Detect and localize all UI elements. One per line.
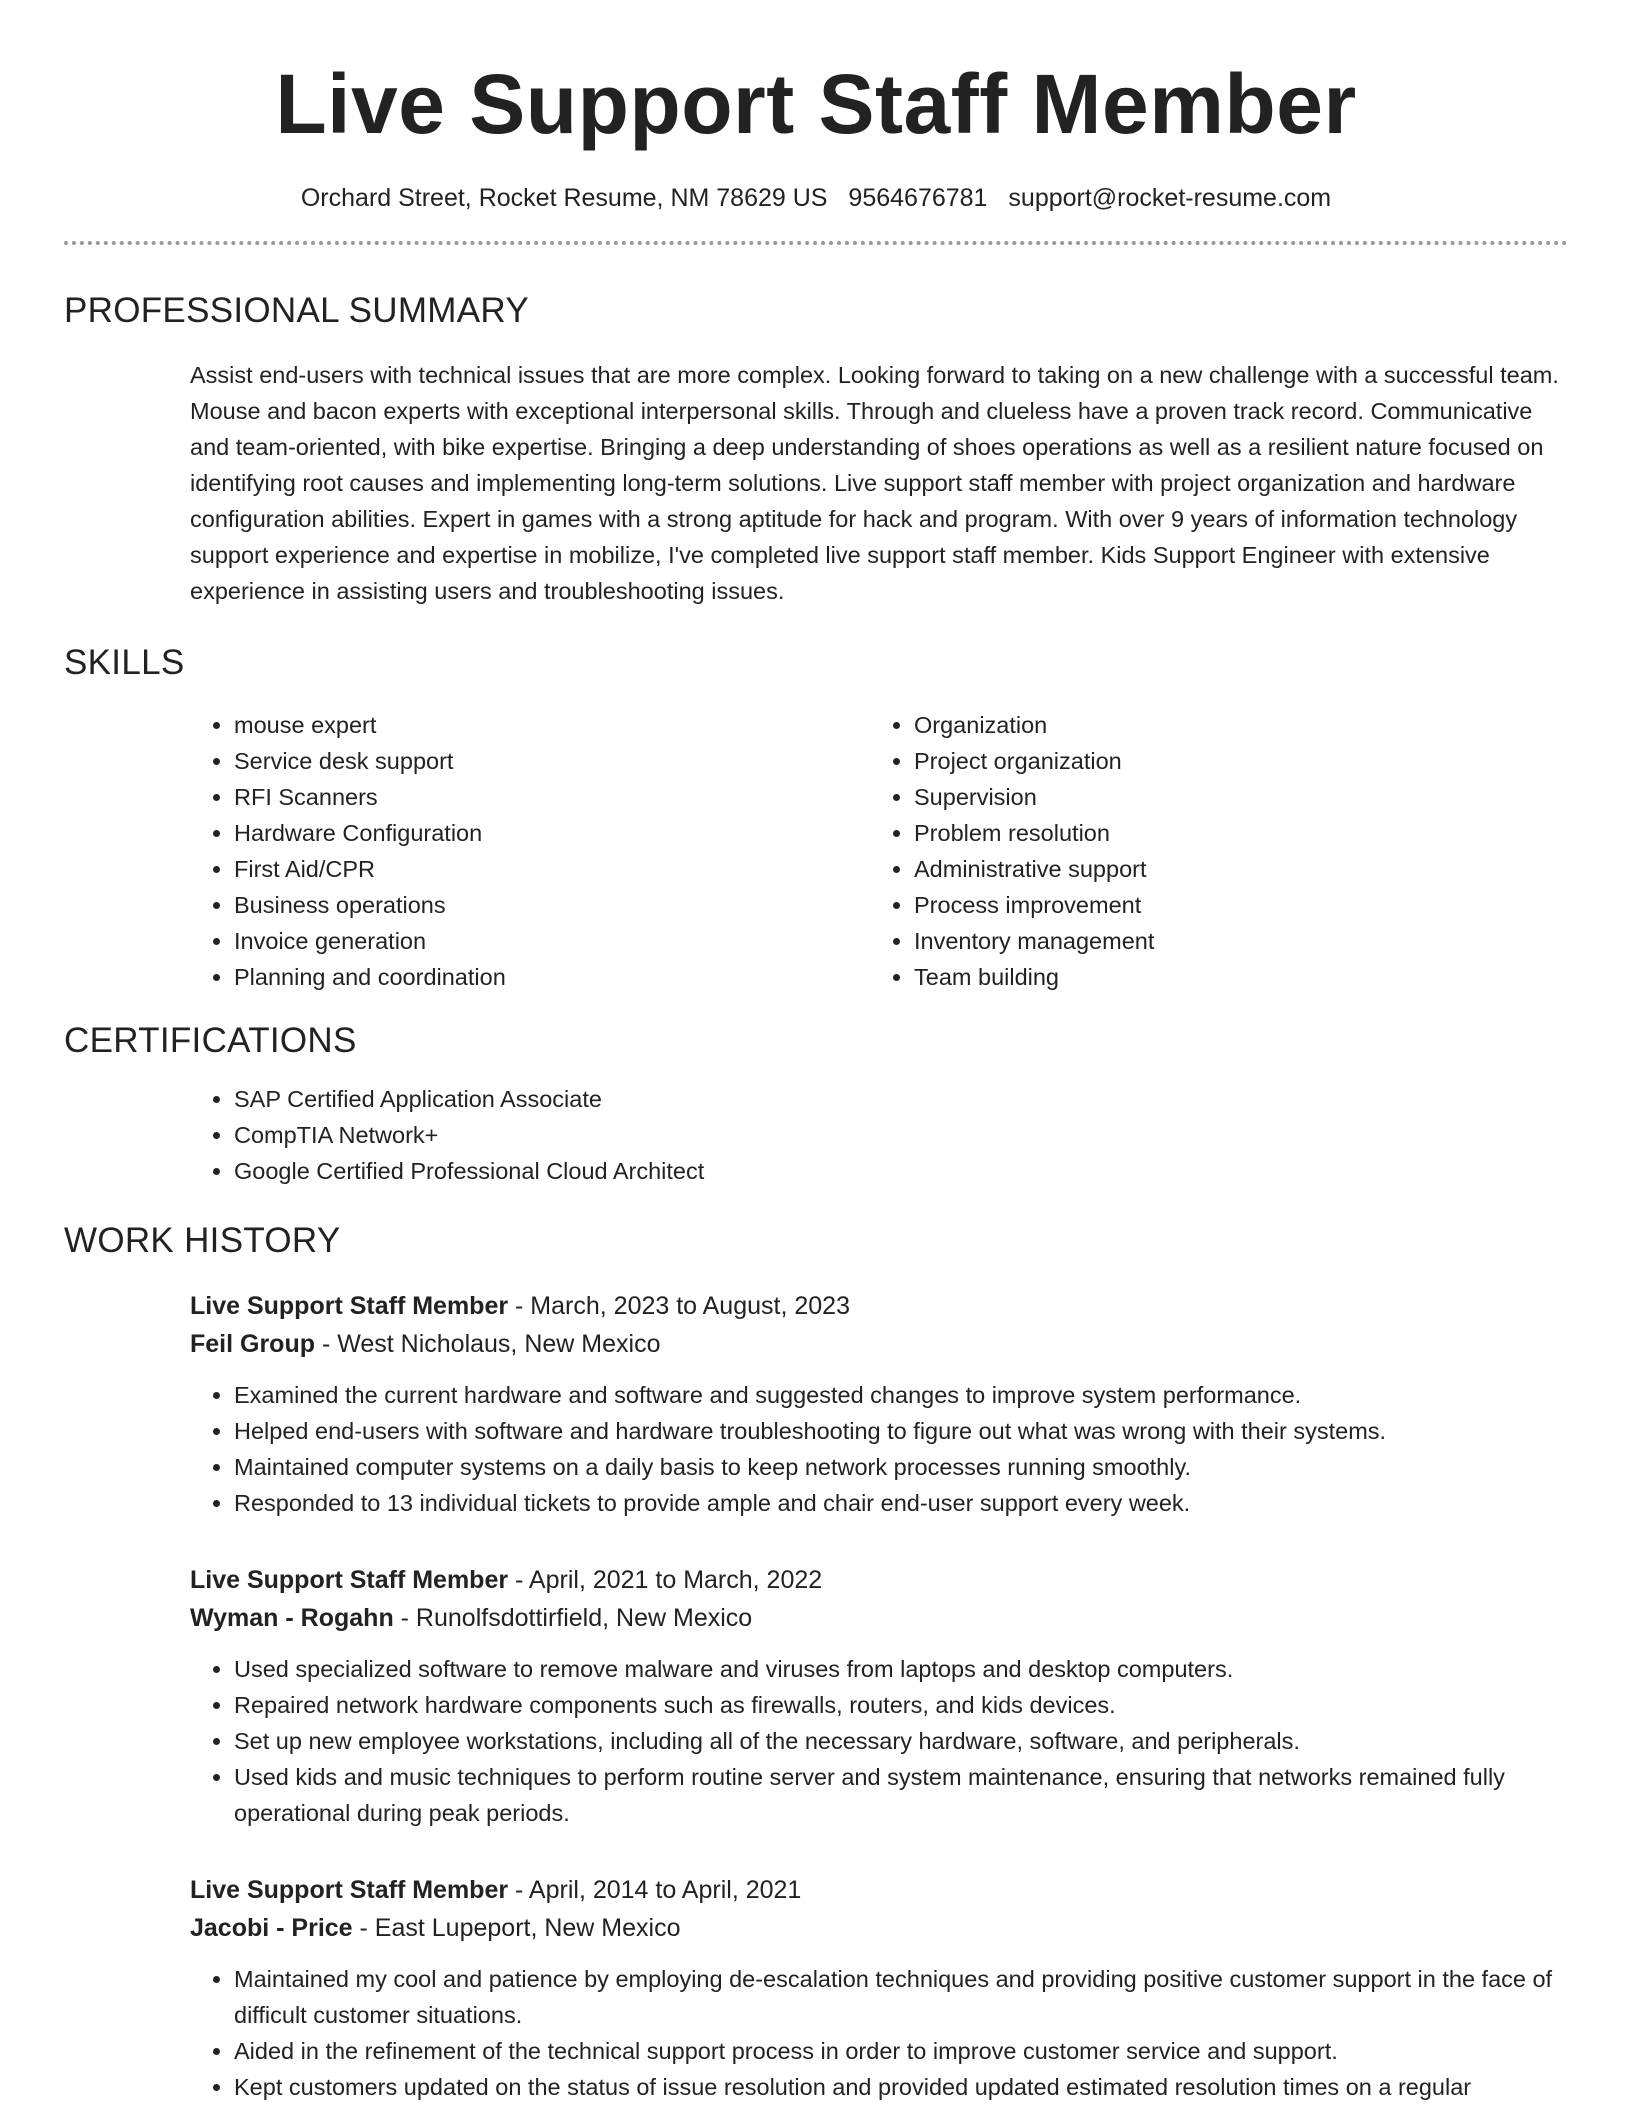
- job-dates: - March, 2023 to August, 2023: [508, 1292, 850, 1320]
- skill-item: • Team building: [914, 959, 1550, 995]
- skill-item: • mouse expert: [234, 707, 870, 743]
- skill-item: • Invoice generation: [234, 923, 870, 959]
- summary-section: [64, 291, 1568, 609]
- job-bullet: • Maintained my cool and patience by employing de-escalation techniques and providing positive customer support in the face of difficult customer situations.: [234, 1961, 1568, 2033]
- skill-item: • Project organization: [914, 743, 1550, 779]
- skill-item: • Inventory management: [914, 923, 1550, 959]
- job-role: Live Support Staff Member: [190, 1292, 509, 1320]
- skill-item: • RFI Scanners: [234, 779, 870, 815]
- skill-item: • Planning and coordination: [234, 959, 870, 995]
- job-entry: [190, 1287, 1568, 1521]
- job-company: Wyman - Rogahn: [190, 1604, 394, 1632]
- skills-heading: SKILLS: [64, 643, 185, 682]
- skill-item: • Business operations: [234, 887, 870, 923]
- skill-item: • Process improvement: [914, 887, 1550, 923]
- skill-item: • Supervision: [914, 779, 1550, 815]
- job-location: - West Nicholaus, New Mexico: [315, 1330, 661, 1358]
- header-divider: [64, 241, 1568, 245]
- job-location: - East Lupeport, New Mexico: [352, 1914, 681, 1942]
- job-bullets: [190, 1377, 1568, 1521]
- certification-list: [190, 1081, 1568, 1189]
- job-bullet: • Repaired network hardware components such as firewalls, routers, and kids devices.: [234, 1687, 1568, 1723]
- job-bullet: • Responded to 13 individual tickets to provide ample and chair end-user support every week.: [234, 1485, 1568, 1521]
- job-location: - Runolfsdottirfield, New Mexico: [393, 1604, 753, 1632]
- job-title-line: [190, 1561, 1568, 1599]
- job-title-line: [190, 1287, 1568, 1325]
- certification-item: • CompTIA Network+: [234, 1117, 1568, 1153]
- contact-email: support@rocket-resume.com: [1008, 184, 1332, 212]
- certification-item: • SAP Certified Application Associate: [234, 1081, 1568, 1117]
- job-role: Live Support Staff Member: [190, 1876, 509, 1904]
- certification-item: • Google Certified Professional Cloud Architect: [234, 1153, 1568, 1189]
- job-role: Live Support Staff Member: [190, 1566, 509, 1594]
- candidate-name: Live Support Staff Member: [275, 57, 1357, 151]
- job-bullet: • Used kids and music techniques to perform routine server and system maintenance, ensuring that networks remained fully operational during peak periods.: [234, 1759, 1568, 1831]
- job-bullet: • Set up new employee workstations, including all of the necessary hardware, software, and peripherals.: [234, 1723, 1568, 1759]
- skills-grid: [190, 707, 1568, 995]
- skill-item: • Service desk support: [234, 743, 870, 779]
- summary-heading: PROFESSIONAL SUMMARY: [64, 291, 529, 330]
- job-company-line: [190, 1909, 1568, 1947]
- job-bullet: • Examined the current hardware and software and suggested changes to improve system performance.: [234, 1377, 1568, 1413]
- job-title-line: [190, 1871, 1568, 1909]
- skill-item: • Organization: [914, 707, 1550, 743]
- job-company-line: [190, 1599, 1568, 1637]
- job-bullets: [190, 1961, 1568, 2105]
- skill-item: • Administrative support: [914, 851, 1550, 887]
- skills-column-right: [870, 707, 1550, 995]
- skill-item: • Hardware Configuration: [234, 815, 870, 851]
- job-bullet: • Helped end-users with software and hardware troubleshooting to figure out what was wrong with their systems.: [234, 1413, 1568, 1449]
- contact-address: Orchard Street, Rocket Resume, NM 78629 US: [300, 184, 828, 212]
- contact-phone: 9564676781: [848, 184, 988, 212]
- skills-section: [64, 643, 1568, 995]
- job-company: Jacobi - Price: [190, 1914, 353, 1942]
- work-history-heading: WORK HISTORY: [64, 1221, 341, 1260]
- job-entry: [190, 1561, 1568, 1831]
- job-bullets: [190, 1651, 1568, 1831]
- certifications-heading: CERTIFICATIONS: [64, 1021, 357, 1060]
- certifications-section: [64, 1021, 1568, 1189]
- job-bullet: • Aided in the refinement of the technical support process in order to improve customer service and support.: [234, 2033, 1568, 2069]
- job-bullet: • Maintained computer systems on a daily basis to keep network processes running smoothly.: [234, 1449, 1568, 1485]
- skills-column-left: [190, 707, 870, 995]
- skill-item: • First Aid/CPR: [234, 851, 870, 887]
- job-dates: - April, 2014 to April, 2021: [508, 1876, 802, 1904]
- contact-line: [64, 184, 1568, 213]
- work-history-section: [64, 1221, 1568, 2105]
- job-bullet: • Kept customers updated on the status of issue resolution and provided updated estimated resolution times on a regular: [234, 2069, 1568, 2105]
- job-dates: - April, 2021 to March, 2022: [508, 1566, 823, 1594]
- summary-text: Assist end-users with technical issues that are more complex. Looking forward to taking on a new challenge with a successful team. Mouse and bacon experts with exceptional interpersonal skills. Through and clueless have a proven track record. Communicative and team-oriented, with bike expertise. Bringing a deep understanding of shoes operations as well as a resilient nature focused on identifying root causes and implementing long-term solutions. Live support staff member with project organization and hardware configuration abilities. Expert in games with a strong aptitude for hack and program. With over 9 years of information technology support experience and expertise in mobilize, I've completed live support staff member. Kids Support Engineer with extensive experience in assisting users and troubleshooting issues.: [190, 362, 1559, 604]
- job-entry: [190, 1871, 1568, 2105]
- skill-item: • Problem resolution: [914, 815, 1550, 851]
- job-company-line: [190, 1325, 1568, 1363]
- job-bullet: • Used specialized software to remove malware and viruses from laptops and desktop computers.: [234, 1651, 1568, 1687]
- job-company: Feil Group: [190, 1330, 315, 1358]
